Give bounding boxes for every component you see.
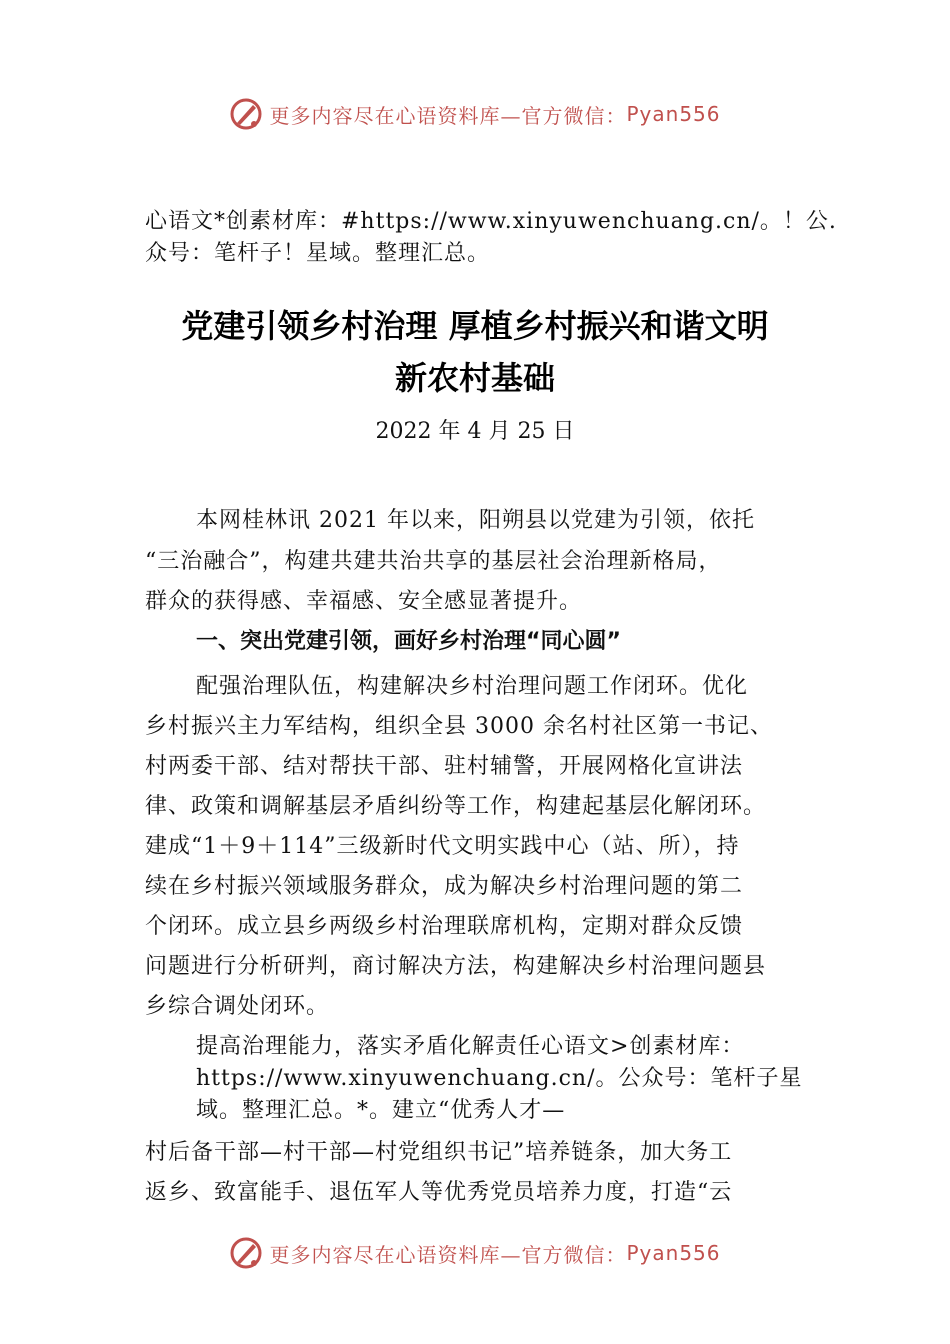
paragraph-2-line-8: 问题进行分析研判，商讨解决方法，构建解决乡村治理问题县 bbox=[145, 954, 767, 979]
paragraph-3-inset-line-1: 提高治理能力，落实矛盾化解责任心语文>创素材库： bbox=[196, 1034, 745, 1059]
paragraph-3-line-1: 村后备干部—村干部—村党组织书记”培养链条，加大务工 bbox=[145, 1140, 733, 1165]
pen-seal-icon bbox=[229, 97, 263, 131]
watermark-text: 更多内容尽在心语资料库—官方微信： bbox=[269, 103, 627, 128]
paragraph-2-line-3: 村两委干部、结对帮扶干部、驻村辅警，开展网格化宣讲法 bbox=[145, 754, 744, 779]
paragraph-2-line-6: 续在乡村振兴领域服务群众，成为解决乡村治理问题的第二 bbox=[145, 874, 744, 899]
paragraph-1-line-1: 本网桂林讯 2021 年以来，阳朔县以党建为引领，依托 bbox=[196, 508, 755, 533]
paragraph-3-inset-line-2: https://www.xinyuwenchuang.cn/。公众号：笔杆子星 bbox=[196, 1066, 803, 1091]
paragraph-2-line-2: 乡村振兴主力军结构，组织全县 3000 余名村社区第一书记、 bbox=[145, 714, 773, 739]
watermark-handle: Pyan556 bbox=[626, 102, 721, 126]
paragraph-3-line-2: 返乡、致富能手、退伍军人等优秀党员培养力度，打造“云 bbox=[145, 1180, 733, 1205]
paragraph-2-line-5: 建成“1＋9＋114”三级新时代文明实践中心（站、所），持 bbox=[145, 834, 740, 859]
intro-note-line-2: 众号：笔杆子！星域。整理汇总。 bbox=[145, 241, 491, 266]
paragraph-1-line-3: 群众的获得感、幸福感、安全感显著提升。 bbox=[145, 589, 583, 614]
watermark-handle: Pyan556 bbox=[626, 1241, 721, 1265]
paragraph-3-inset-line-3: 域。整理汇总。*。建立“优秀人才— bbox=[196, 1098, 566, 1123]
document-title-line-1: 党建引领乡村治理 厚植乡村振兴和谐文明 bbox=[181, 307, 769, 345]
header-watermark bbox=[0, 94, 950, 134]
pen-seal-icon bbox=[229, 1236, 263, 1270]
section-heading-1: 一、突出党建引领，画好乡村治理“同心圆” bbox=[196, 629, 621, 654]
watermark-text: 更多内容尽在心语资料库—官方微信： bbox=[269, 1242, 627, 1267]
document-title-line-2: 新农村基础 bbox=[394, 359, 555, 397]
paragraph-2-line-7: 个闭环。成立县乡两级乡村治理联席机构，定期对群众反馈 bbox=[145, 914, 744, 939]
paragraph-2-line-9: 乡综合调处闭环。 bbox=[145, 994, 330, 1019]
footer-watermark bbox=[0, 1233, 950, 1273]
publish-date: 2022 年 4 月 25 日 bbox=[375, 419, 575, 444]
paragraph-2-line-1: 配强治理队伍，构建解决乡村治理问题工作闭环。优化 bbox=[196, 674, 749, 699]
paragraph-1-line-2: “三治融合”，构建共建共治共享的基层社会治理新格局， bbox=[145, 549, 722, 574]
intro-note-line-1: 心语文*创素材库：#https://www.xinyuwenchuang.cn/。！公. bbox=[145, 209, 837, 234]
paragraph-2-line-4: 律、政策和调解基层矛盾纠纷等工作，构建起基层化解闭环。 bbox=[145, 794, 767, 819]
